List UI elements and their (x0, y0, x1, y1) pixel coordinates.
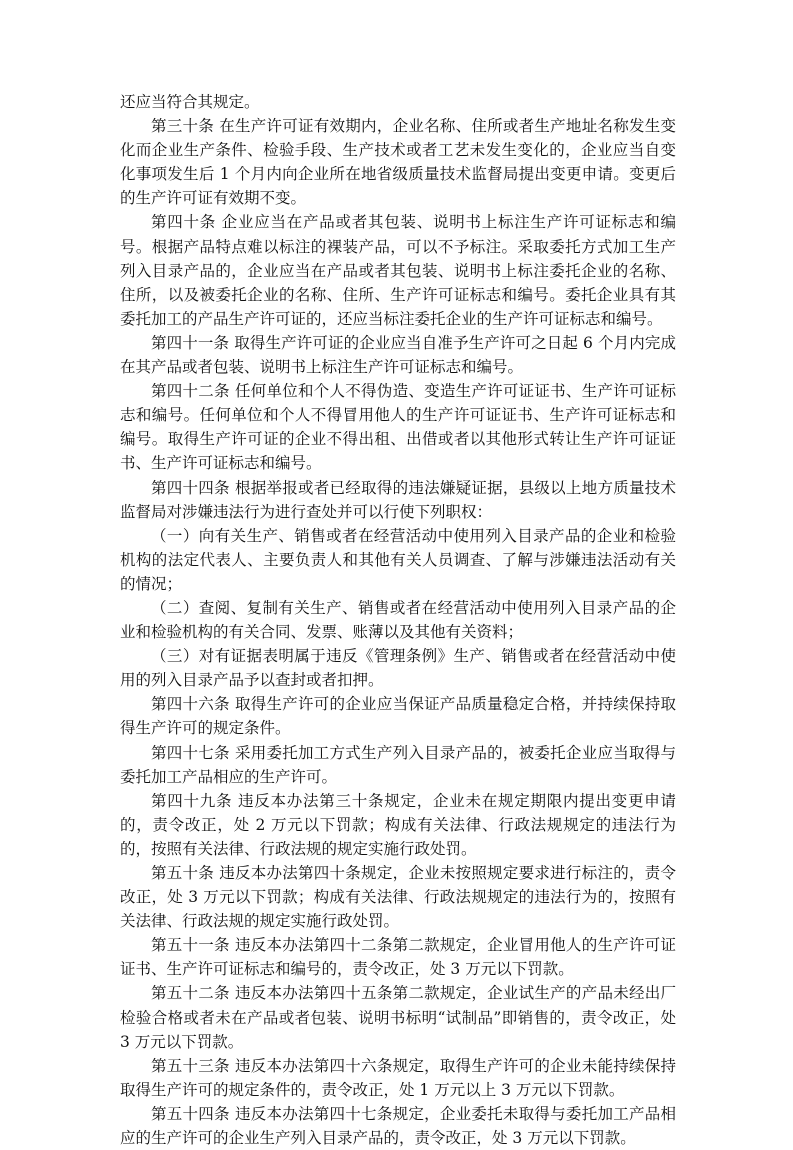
paragraph-article-53: 第五十三条 违反本办法第四十六条规定，取得生产许可的企业未能持续保持取得生产许可的规定条件的，责令改正，处 1 万元以上 3 万元以下罚款。 (120, 1056, 676, 1099)
paragraph-item-1: （一）向有关生产、销售或者在经营活动中使用列入目录产品的企业和检验机构的法定代表人、主要负责人和其他有关人员调查、了解与涉嫌违法活动有关的情况； (120, 526, 676, 593)
paragraph-item-2: （二）查阅、复制有关生产、销售或者在经营活动中使用列入目录产品的企业和检验机构的有关合同、发票、账薄以及其他有关资料； (120, 598, 676, 642)
paragraph-article-44: 第四十四条 根据举报或者已经取得的违法嫌疑证据，县级以上地方质量技术监督局对涉嫌违法行为进行查处并可以行使下列职权： (120, 478, 676, 521)
paragraph-article-47: 第四十七条 采用委托加工方式生产列入目录产品的，被委托企业应当取得与委托加工产品相应的生产许可。 (120, 743, 676, 786)
paragraph-article-41: 第四十一条 取得生产许可证的企业应当自准予生产许可之日起 6 个月内完成在其产品或者包装、说明书上标注生产许可证标志和编号。 (120, 333, 676, 377)
paragraph-article-51: 第五十一条 违反本办法第四十二条第二款规定，企业冒用他人的生产许可证证书、生产许可证标志和编号的，责令改正，处 3 万元以下罚款。 (120, 936, 676, 979)
paragraph-article-40: 第四十条 企业应当在产品或者其包装、说明书上标注生产许可证标志和编号。根据产品特点难以标注的裸装产品，可以不予标注。采取委托方式加工生产列入目录产品的，企业应当在产品或者其包装、说明书上标注委托企业的名称、住所，以及被委托企业的名称、住所、生产许可证标志和编号。委托企业具有其委托加工的产品生产许可证的，还应当标注委托企业的生产许可证标志和编号。 (120, 213, 676, 328)
paragraph-article-46: 第四十六条 取得生产许可的企业应当保证产品质量稳定合格，并持续保持取得生产许可的规定条件。 (120, 695, 676, 738)
paragraph-article-49: 第四十九条 违反本办法第三十条规定，企业未在规定期限内提出变更申请的，责令改正，处 2 万元以下罚款；构成有关法律、行政法规规定的违法行为的，按照有关法律、行政法规的规定实施行政处罚。 (120, 791, 676, 858)
paragraph-article-30: 第三十条 在生产许可证有效期内，企业名称、住所或者生产地址名称发生变化而企业生产条件、检验手段、生产技术或者工艺未发生变化的，企业应当自变化事项发生后 1 个月内向企业所在地省级质量技术监督局提出变更申请。变更后的生产许可证有效期不变。 (120, 117, 676, 208)
document-body (120, 90, 676, 1150)
paragraph: 还应当符合其规定。 (120, 93, 260, 111)
paragraph-article-54: 第五十四条 违反本办法第四十七条规定，企业委托未取得与委托加工产品相应的生产许可的企业生产列入目录产品的，责令改正，处 3 万元以下罚款。 (120, 1104, 676, 1148)
paragraph-article-42: 第四十二条 任何单位和个人不得伪造、变造生产许可证证书、生产许可证标志和编号。任何单位和个人不得冒用他人的生产许可证证书、生产许可证标志和编号。取得生产许可证的企业不得出租、出借或者以其他形式转让生产许可证证书、生产许可证标志和编号。 (120, 382, 676, 473)
paragraph-article-50: 第五十条 违反本办法第四十条规定，企业未按照规定要求进行标注的，责令改正，处 3 万元以下罚款；构成有关法律、行政法规规定的违法行为的，按照有关法律、行政法规的规定实施行政处罚。 (120, 864, 676, 931)
paragraph-article-52: 第五十二条 违反本办法第四十五条第二款规定，企业试生产的产品未经出厂检验合格或者未在产品或者包装、说明书标明“试制品”即销售的，责令改正，处 3 万元以下罚款。 (120, 984, 676, 1051)
paragraph-item-3: （三）对有证据表明属于违反《管理条例》生产、销售或者在经营活动中使用的列入目录产品予以查封或者扣押。 (120, 647, 676, 690)
